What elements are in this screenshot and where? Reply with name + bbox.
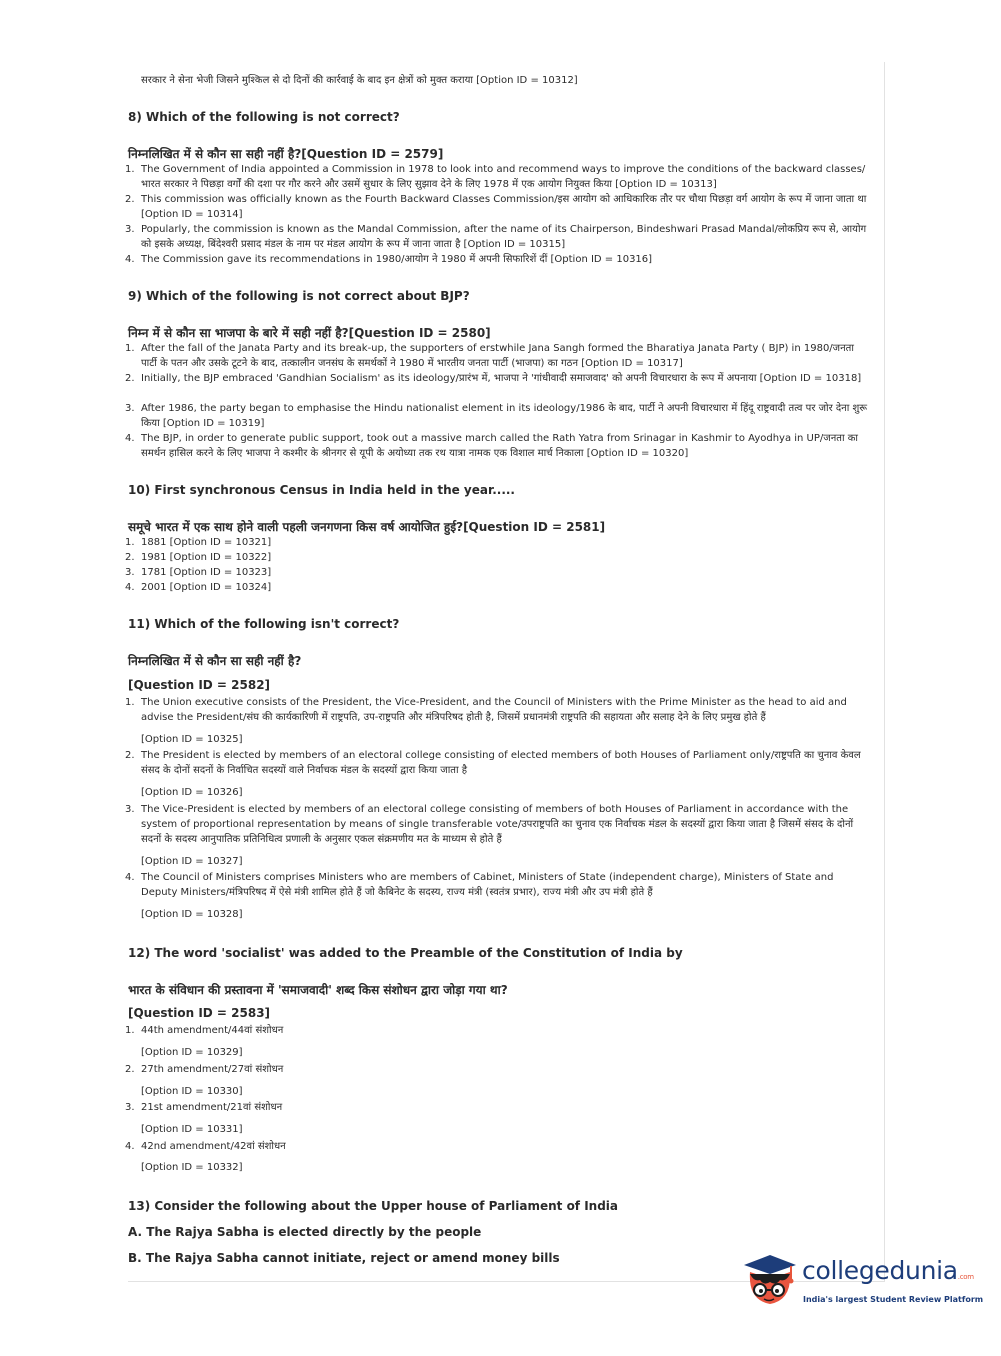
option-number: 4. [125,582,135,593]
option-number: 2. [125,373,135,384]
option-number: 3. [125,567,135,578]
option-text: After the fall of the Janata Party and its break-up, the supporters of erstwhile Jana Sangh formed the Bharatiya Janata Party ( BJP) in 1980/जनता पार्टी के पतन और उसके टूटने के बाद, तत्कालीन जनसंघ के समर्थकों ने 1980 में भारतीय जनता पार्टी (भाजपा) का गठन [Option ID = 10317] [141,343,854,369]
question-8-option-3[interactable] [125,222,870,252]
question-12-option-1-id: [Option ID = 10329] [141,1047,243,1058]
question-8-option-1[interactable] [125,162,870,192]
option-number: 2. [125,1064,135,1075]
option-number: 1. [125,343,135,354]
question-12-option-4[interactable] [125,1139,870,1154]
option-text: After 1986, the party began to emphasise the Hindu nationalist element in its ideology/1986 के बाद, पार्टी ने अपनी विचारधारा में हिंदू राष्ट्रवादी तत्व पर जोर देना शुरू किया [Option ID = 10319] [141,403,868,429]
question-10-option-1[interactable] [125,535,870,550]
question-8-option-4[interactable] [125,252,870,267]
question-11-id: [Question ID = 2582] [128,678,271,692]
question-12-option-3-id: [Option ID = 10331] [141,1124,243,1135]
question-13-statement-a: A. The Rajya Sabha is elected directly by the people [128,1225,482,1239]
logo-brand-text: collegedunia [802,1256,958,1285]
question-8-hindi: निम्नलिखित में से कौन सा सही नहीं है?[Question ID = 2579] [128,147,444,161]
question-12-id: [Question ID = 2583] [128,1006,271,1020]
question-11-option-4[interactable] [125,870,870,900]
option-number: 2. [125,552,135,563]
question-10-option-4[interactable] [125,580,870,595]
question-9-option-1[interactable] [125,341,870,371]
question-12-option-1[interactable] [125,1023,870,1038]
option-number: 4. [125,254,135,265]
option-text: This commission was officially known as the Fourth Backward Classes Commission/इस आयोग को आधिकारिक तौर पर चौथा पिछड़ा वर्ग आयोग के रूप में जाना जाता था [Option ID = 10314] [141,194,867,220]
previous-option-continuation: सरकार ने सेना भेजी जिसने मुश्किल से दो दिनों की कार्रवाई के बाद इन क्षेत्रों को मुक्त कराया [Option ID = 10312] [141,75,578,86]
option-text: 1781 [Option ID = 10323] [141,567,272,578]
option-number: 3. [125,1102,135,1113]
option-text: 1981 [Option ID = 10322] [141,552,272,563]
question-10-hindi: समूचे भारत में एक साथ होने वाली पहली जनगणना किस वर्ष आयोजित हुई?[Question ID = 2581] [128,520,606,534]
question-11-option-3-id: [Option ID = 10327] [141,856,243,867]
question-10-option-3[interactable] [125,565,870,580]
option-text: The Union executive consists of the President, the Vice-President, and the Council of Ministers with the Prime Minister as the head to aid and advise the President/संघ की कार्यकारिणी में राष्ट्रपति, उप-राष्ट्रपति और मंत्रिपरिषद होती है, जिसमें प्रधानमंत्री राष्ट्रपति की सहायता और सलाह देने के लिए प्रमुख होते हैं [141,697,847,723]
question-11-option-1[interactable] [125,695,870,725]
page-right-border [884,62,885,1282]
question-11-option-4-id: [Option ID = 10328] [141,909,243,920]
option-number: 2. [125,194,135,205]
question-11-hindi: निम्नलिखित में से कौन सा सही नहीं है? [128,654,302,668]
option-number: 4. [125,433,135,444]
question-10-option-2[interactable] [125,550,870,565]
option-text: The Vice-President is elected by members of an electoral college consisting of members of both Houses of Parliament in accordance with the system of proportional representation by means of single transferable vote/उपराष्ट्रपति का चुनाव एक निर्वाचक मंडल के सदस्यों द्वारा किया जाता है जिसमें संसद के दोनों सदनों के सदस्य आनुपातिक प्रतिनिधित्व प्रणाली के अनुसार एकल संक्रमणीय मत के माध्यम से होते हैं [141,804,854,845]
question-13-statement-b: B. The Rajya Sabha cannot initiate, reject or amend money bills [128,1251,560,1265]
mascot-icon [740,1252,802,1312]
option-text: 1881 [Option ID = 10321] [141,537,272,548]
option-text: 44th amendment/44वां संशोधन [141,1025,284,1036]
option-number: 4. [125,1141,135,1152]
question-12-option-2-id: [Option ID = 10330] [141,1086,243,1097]
question-12-option-3[interactable] [125,1100,870,1115]
option-number: 3. [125,403,135,414]
option-text: The BJP, in order to generate public support, took out a massive march called the Rath Yatra from Srinagar in Kashmir to Ayodhya in UP/जनता का समर्थन हासिल करने के लिए भाजपा ने कश्मीर के श्रीनगर से यूपी के अयोध्या तक रथ यात्रा नामक एक विशाल मार्च निकाला [Option ID = 10320] [141,433,858,459]
question-9-option-2[interactable] [125,371,870,386]
option-text: 27th amendment/27वां संशोधन [141,1064,284,1075]
question-11-english: 11) Which of the following isn't correct? [128,617,400,631]
option-text: The Government of India appointed a Commission in 1978 to look into and recommend ways to improve the conditions of the backward classes/भारत सरकार ने पिछड़ा वर्गों की दशा पर गौर करने और उसमें सुधार के लिए सुझाव देने के लिए 1978 में एक आयोग नियुक्त किया [Option ID = 10313] [141,164,866,190]
logo-tagline: India's largest Student Review Platform [803,1295,984,1304]
option-text: The President is elected by members of an electoral college consisting of elected members of both Houses of Parliament only/राष्ट्रपति का चुनाव केवल संसद के दोनों सदनों के निर्वाचित सदस्यों वाले निर्वाचक मंडल के सदस्यों द्वारा किया जाता है [141,750,861,776]
question-10-english: 10) First synchronous Census in India held in the year..... [128,483,515,497]
option-text: 2001 [Option ID = 10324] [141,582,272,593]
question-13-english: 13) Consider the following about the Upper house of Parliament of India [128,1199,619,1213]
option-number: 3. [125,224,135,235]
question-8-option-2[interactable] [125,192,870,222]
option-number: 2. [125,750,135,761]
option-text: Popularly, the commission is known as the Mandal Commission, after the name of its Chairperson, Bindeshwari Prasad Mandal/लोकप्रिय रूप से, आयोग को इसके अध्यक्ष, बिंदेश्वरी प्रसाद मंडल के नाम पर मंडल आयोग के रूप में जाना जाता है [Option ID = 10315] [141,224,867,250]
option-text: The Council of Ministers comprises Ministers who are members of Cabinet, Ministers of State (independent charge), Ministers of State and Deputy Ministers/मंत्रिपरिषद में ऐसे मंत्री शामिल होते हैं जो कैबिनेट के सदस्य, राज्य मंत्री (स्वतंत्र प्रभार), राज्य मंत्री और उप मंत्री होते हैं [141,872,834,898]
collegedunia-logo[interactable] [740,1252,984,1312]
question-12-option-4-id: [Option ID = 10332] [141,1162,243,1173]
question-11-option-3[interactable] [125,802,870,847]
option-text: 42nd amendment/42वां संशोधन [141,1141,286,1152]
option-number: 1. [125,1025,135,1036]
option-text: Initially, the BJP embraced 'Gandhian Socialism' as its ideology/प्रारंभ में, भाजपा ने 'गांधीवादी समाजवाद' को अपनी विचारधारा के रूप में अपनाया [Option ID = 10318] [141,373,862,384]
option-number: 1. [125,697,135,708]
option-number: 4. [125,872,135,883]
option-text: The Commission gave its recommendations in 1980/आयोग ने 1980 में अपनी सिफारिशें दीं [Option ID = 10316] [141,254,653,265]
question-8-english: 8) Which of the following is not correct? [128,110,400,124]
question-11-option-2[interactable] [125,748,870,778]
question-11-option-2-id: [Option ID = 10326] [141,787,243,798]
logo-domain-suffix: .com [957,1273,974,1281]
option-number: 3. [125,804,135,815]
option-text: 21st amendment/21वां संशोधन [141,1102,283,1113]
option-number: 1. [125,164,135,175]
question-9-option-4[interactable] [125,431,870,461]
option-number: 1. [125,537,135,548]
question-11-option-1-id: [Option ID = 10325] [141,734,243,745]
question-9-option-3[interactable] [125,401,870,431]
question-9-hindi: निम्न में से कौन सा भाजपा के बारे में सही नहीं है?[Question ID = 2580] [128,326,491,340]
question-9-english: 9) Which of the following is not correct about BJP? [128,289,470,303]
question-12-english: 12) The word 'socialist' was added to the Preamble of the Constitution of India by [128,946,683,960]
question-12-option-2[interactable] [125,1062,870,1077]
question-12-hindi: भारत के संविधान की प्रस्तावना में 'समाजवादी' शब्द किस संशोधन द्वारा जोड़ा गया था? [128,983,508,997]
